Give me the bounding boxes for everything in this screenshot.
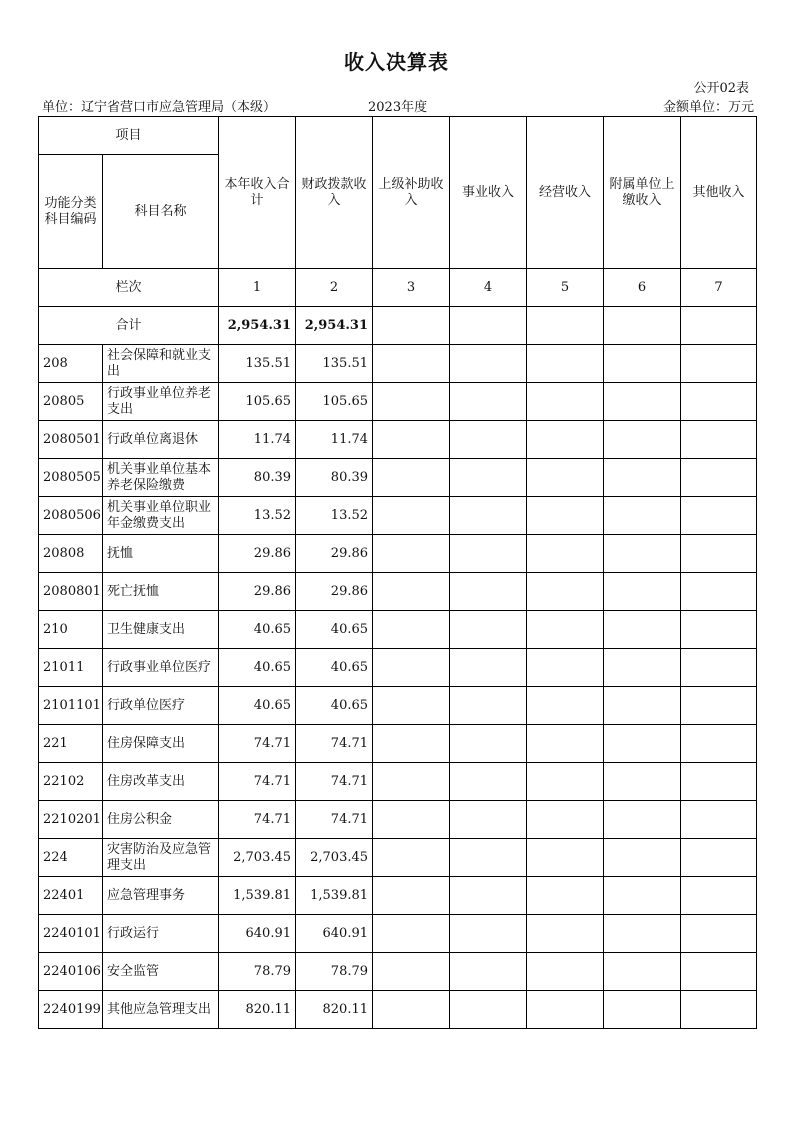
empty-cell: [527, 383, 604, 421]
empty-cell: [450, 877, 527, 915]
subject-name-cell: 机关事业单位基本养老保险缴费: [103, 459, 219, 497]
empty-cell: [604, 801, 681, 839]
header-other: 其他收入: [681, 117, 757, 269]
header-operating: 经营收入: [527, 117, 604, 269]
empty-cell: [450, 725, 527, 763]
empty-cell: [681, 763, 757, 801]
col-number: 4: [450, 269, 527, 307]
empty-cell: [527, 915, 604, 953]
header-superior: 上级补助收入: [373, 117, 450, 269]
func-code-cell: 224: [39, 839, 103, 877]
func-code-cell: 20808: [39, 535, 103, 573]
total-amount-cell: 74.71: [219, 725, 296, 763]
empty-cell: [450, 497, 527, 535]
column-number-row: [39, 269, 757, 307]
func-code-cell: 2240199: [39, 991, 103, 1029]
empty-cell: [373, 573, 450, 611]
total-amount-cell: 74.71: [219, 763, 296, 801]
fiscal-amount-cell: 1,539.81: [296, 877, 373, 915]
subject-name-cell: 行政运行: [103, 915, 219, 953]
empty-cell: [527, 649, 604, 687]
empty-cell: [681, 307, 757, 345]
empty-cell: [450, 421, 527, 459]
subject-name-cell: 其他应急管理支出: [103, 991, 219, 1029]
func-code-cell: 221: [39, 725, 103, 763]
fiscal-amount-cell: 820.11: [296, 991, 373, 1029]
header-row-1: [39, 117, 757, 155]
empty-cell: [681, 459, 757, 497]
empty-cell: [373, 687, 450, 725]
table-row: [39, 421, 757, 459]
empty-cell: [373, 953, 450, 991]
empty-cell: [450, 611, 527, 649]
empty-cell: [450, 801, 527, 839]
table-row: [39, 497, 757, 535]
total-amount-cell: 135.51: [219, 345, 296, 383]
empty-cell: [373, 535, 450, 573]
meta-row: [42, 96, 754, 114]
empty-cell: [681, 953, 757, 991]
empty-cell: [604, 459, 681, 497]
subject-name-cell: 卫生健康支出: [103, 611, 219, 649]
fiscal-amount-cell: 640.91: [296, 915, 373, 953]
empty-cell: [527, 725, 604, 763]
total-amount-cell: 105.65: [219, 383, 296, 421]
header-subject-name: 科目名称: [103, 155, 219, 269]
header-total: 本年收入合计: [219, 117, 296, 269]
subject-name-cell: 应急管理事务: [103, 877, 219, 915]
empty-cell: [527, 345, 604, 383]
total-label: 合计: [39, 307, 219, 345]
func-code-cell: 2080505: [39, 459, 103, 497]
subject-name-cell: 住房改革支出: [103, 763, 219, 801]
subject-name-cell: 行政事业单位医疗: [103, 649, 219, 687]
empty-cell: [373, 497, 450, 535]
func-code-cell: 2080801: [39, 573, 103, 611]
table-row: [39, 649, 757, 687]
subject-name-cell: 住房保障支出: [103, 725, 219, 763]
empty-cell: [681, 839, 757, 877]
total-amount-cell: 13.52: [219, 497, 296, 535]
table-row: [39, 611, 757, 649]
table-row: [39, 535, 757, 573]
empty-cell: [681, 801, 757, 839]
total-amount-cell: 74.71: [219, 801, 296, 839]
empty-cell: [604, 725, 681, 763]
reporting-unit: 单位：辽宁省营口市应急管理局（本级）: [42, 100, 277, 115]
func-code-cell: 2210201: [39, 801, 103, 839]
col-number: 6: [604, 269, 681, 307]
empty-cell: [604, 611, 681, 649]
col-number: 1: [219, 269, 296, 307]
empty-cell: [681, 345, 757, 383]
table-row: [39, 839, 757, 877]
table-row: [39, 801, 757, 839]
empty-cell: [681, 649, 757, 687]
empty-cell: [373, 877, 450, 915]
func-code-cell: 208: [39, 345, 103, 383]
table-row: [39, 345, 757, 383]
fiscal-amount-cell: 40.65: [296, 687, 373, 725]
empty-cell: [373, 763, 450, 801]
empty-cell: [681, 573, 757, 611]
func-code-cell: 21011: [39, 649, 103, 687]
subject-name-cell: 抚恤: [103, 535, 219, 573]
empty-cell: [450, 383, 527, 421]
fiscal-amount-cell: 40.65: [296, 649, 373, 687]
fiscal-amount-cell: 40.65: [296, 611, 373, 649]
empty-cell: [681, 497, 757, 535]
fiscal-amount-cell: 78.79: [296, 953, 373, 991]
empty-cell: [604, 763, 681, 801]
total-amount-cell: 40.65: [219, 611, 296, 649]
col-number: 5: [527, 269, 604, 307]
empty-cell: [450, 915, 527, 953]
amount-unit: 金额单位：万元: [662, 100, 754, 115]
table-row: [39, 763, 757, 801]
total-fiscal: 2,954.31: [296, 307, 373, 345]
empty-cell: [373, 383, 450, 421]
empty-cell: [681, 687, 757, 725]
subject-name-cell: 住房公积金: [103, 801, 219, 839]
empty-cell: [604, 307, 681, 345]
fiscal-amount-cell: 105.65: [296, 383, 373, 421]
empty-cell: [450, 991, 527, 1029]
total-amount-cell: 29.86: [219, 535, 296, 573]
fiscal-amount-cell: 74.71: [296, 725, 373, 763]
empty-cell: [373, 839, 450, 877]
func-code-cell: 22401: [39, 877, 103, 915]
empty-cell: [681, 611, 757, 649]
empty-cell: [450, 573, 527, 611]
empty-cell: [373, 991, 450, 1029]
form-number: 公开02表: [693, 81, 749, 96]
func-code-cell: 2080501: [39, 421, 103, 459]
empty-cell: [450, 687, 527, 725]
empty-cell: [373, 307, 450, 345]
header-fiscal: 财政拨款收入: [296, 117, 373, 269]
empty-cell: [373, 345, 450, 383]
empty-cell: [450, 763, 527, 801]
table-row: [39, 953, 757, 991]
empty-cell: [604, 383, 681, 421]
empty-cell: [450, 649, 527, 687]
header-affiliated: 附属单位上缴收入: [604, 117, 681, 269]
empty-cell: [373, 459, 450, 497]
subject-name-cell: 死亡抚恤: [103, 573, 219, 611]
empty-cell: [604, 877, 681, 915]
empty-cell: [527, 839, 604, 877]
empty-cell: [450, 307, 527, 345]
empty-cell: [450, 535, 527, 573]
total-amount-cell: 1,539.81: [219, 877, 296, 915]
empty-cell: [604, 991, 681, 1029]
income-table: [38, 116, 757, 1029]
func-code-cell: 2240101: [39, 915, 103, 953]
empty-cell: [681, 991, 757, 1029]
fiscal-amount-cell: 2,703.45: [296, 839, 373, 877]
empty-cell: [373, 801, 450, 839]
subject-name-cell: 安全监管: [103, 953, 219, 991]
empty-cell: [450, 839, 527, 877]
col-number: 3: [373, 269, 450, 307]
func-code-cell: 210: [39, 611, 103, 649]
empty-cell: [527, 953, 604, 991]
subject-name-cell: 机关事业单位职业年金缴费支出: [103, 497, 219, 535]
fiscal-amount-cell: 74.71: [296, 801, 373, 839]
empty-cell: [604, 421, 681, 459]
empty-cell: [681, 877, 757, 915]
empty-cell: [373, 611, 450, 649]
empty-cell: [527, 687, 604, 725]
subject-name-cell: 行政事业单位养老支出: [103, 383, 219, 421]
empty-cell: [681, 725, 757, 763]
empty-cell: [527, 611, 604, 649]
total-amount-cell: 29.86: [219, 573, 296, 611]
table-row: [39, 725, 757, 763]
empty-cell: [604, 839, 681, 877]
column-no-label: 栏次: [39, 269, 219, 307]
table-row: [39, 383, 757, 421]
total-amount-cell: 78.79: [219, 953, 296, 991]
empty-cell: [450, 459, 527, 497]
table-row: [39, 573, 757, 611]
fiscal-amount-cell: 11.74: [296, 421, 373, 459]
fiscal-amount-cell: 29.86: [296, 535, 373, 573]
table-row: [39, 459, 757, 497]
empty-cell: [450, 953, 527, 991]
fiscal-amount-cell: 135.51: [296, 345, 373, 383]
empty-cell: [373, 725, 450, 763]
subject-name-cell: 行政单位离退休: [103, 421, 219, 459]
empty-cell: [681, 915, 757, 953]
empty-cell: [373, 649, 450, 687]
empty-cell: [527, 421, 604, 459]
col-number: 2: [296, 269, 373, 307]
fiscal-amount-cell: 74.71: [296, 763, 373, 801]
subject-name-cell: 灾害防治及应急管理支出: [103, 839, 219, 877]
empty-cell: [373, 915, 450, 953]
header-business: 事业收入: [450, 117, 527, 269]
empty-cell: [450, 345, 527, 383]
empty-cell: [604, 953, 681, 991]
table-body: [39, 117, 757, 1029]
table-row: [39, 991, 757, 1029]
empty-cell: [681, 535, 757, 573]
empty-cell: [604, 573, 681, 611]
empty-cell: [604, 535, 681, 573]
empty-cell: [604, 649, 681, 687]
func-code-cell: 2101101: [39, 687, 103, 725]
empty-cell: [604, 345, 681, 383]
total-amount-cell: 11.74: [219, 421, 296, 459]
empty-cell: [527, 459, 604, 497]
empty-cell: [527, 877, 604, 915]
fiscal-amount-cell: 80.39: [296, 459, 373, 497]
total-amount-cell: 820.11: [219, 991, 296, 1029]
fiscal-amount-cell: 29.86: [296, 573, 373, 611]
empty-cell: [527, 763, 604, 801]
empty-cell: [373, 421, 450, 459]
empty-cell: [604, 687, 681, 725]
empty-cell: [527, 991, 604, 1029]
header-item: 项目: [39, 117, 219, 155]
empty-cell: [527, 497, 604, 535]
header-func-code: 功能分类科目编码: [39, 155, 103, 269]
empty-cell: [681, 383, 757, 421]
func-code-cell: 2240106: [39, 953, 103, 991]
func-code-cell: 20805: [39, 383, 103, 421]
total-amount-cell: 40.65: [219, 687, 296, 725]
empty-cell: [527, 573, 604, 611]
table-row: [39, 877, 757, 915]
fiscal-year: 2023年度: [368, 100, 428, 115]
empty-cell: [604, 497, 681, 535]
empty-cell: [527, 801, 604, 839]
func-code-cell: 2080506: [39, 497, 103, 535]
subject-name-cell: 社会保障和就业支出: [103, 345, 219, 383]
table-row: [39, 687, 757, 725]
col-number: 7: [681, 269, 757, 307]
total-amount-cell: 2,703.45: [219, 839, 296, 877]
fiscal-amount-cell: 13.52: [296, 497, 373, 535]
total-amount-cell: 40.65: [219, 649, 296, 687]
total-amount-cell: 640.91: [219, 915, 296, 953]
empty-cell: [604, 915, 681, 953]
total-amount: 2,954.31: [219, 307, 296, 345]
total-row: [39, 307, 757, 345]
page-title: 收入决算表: [344, 50, 449, 74]
func-code-cell: 22102: [39, 763, 103, 801]
table-row: [39, 915, 757, 953]
empty-cell: [527, 307, 604, 345]
empty-cell: [681, 421, 757, 459]
subject-name-cell: 行政单位医疗: [103, 687, 219, 725]
empty-cell: [527, 535, 604, 573]
total-amount-cell: 80.39: [219, 459, 296, 497]
